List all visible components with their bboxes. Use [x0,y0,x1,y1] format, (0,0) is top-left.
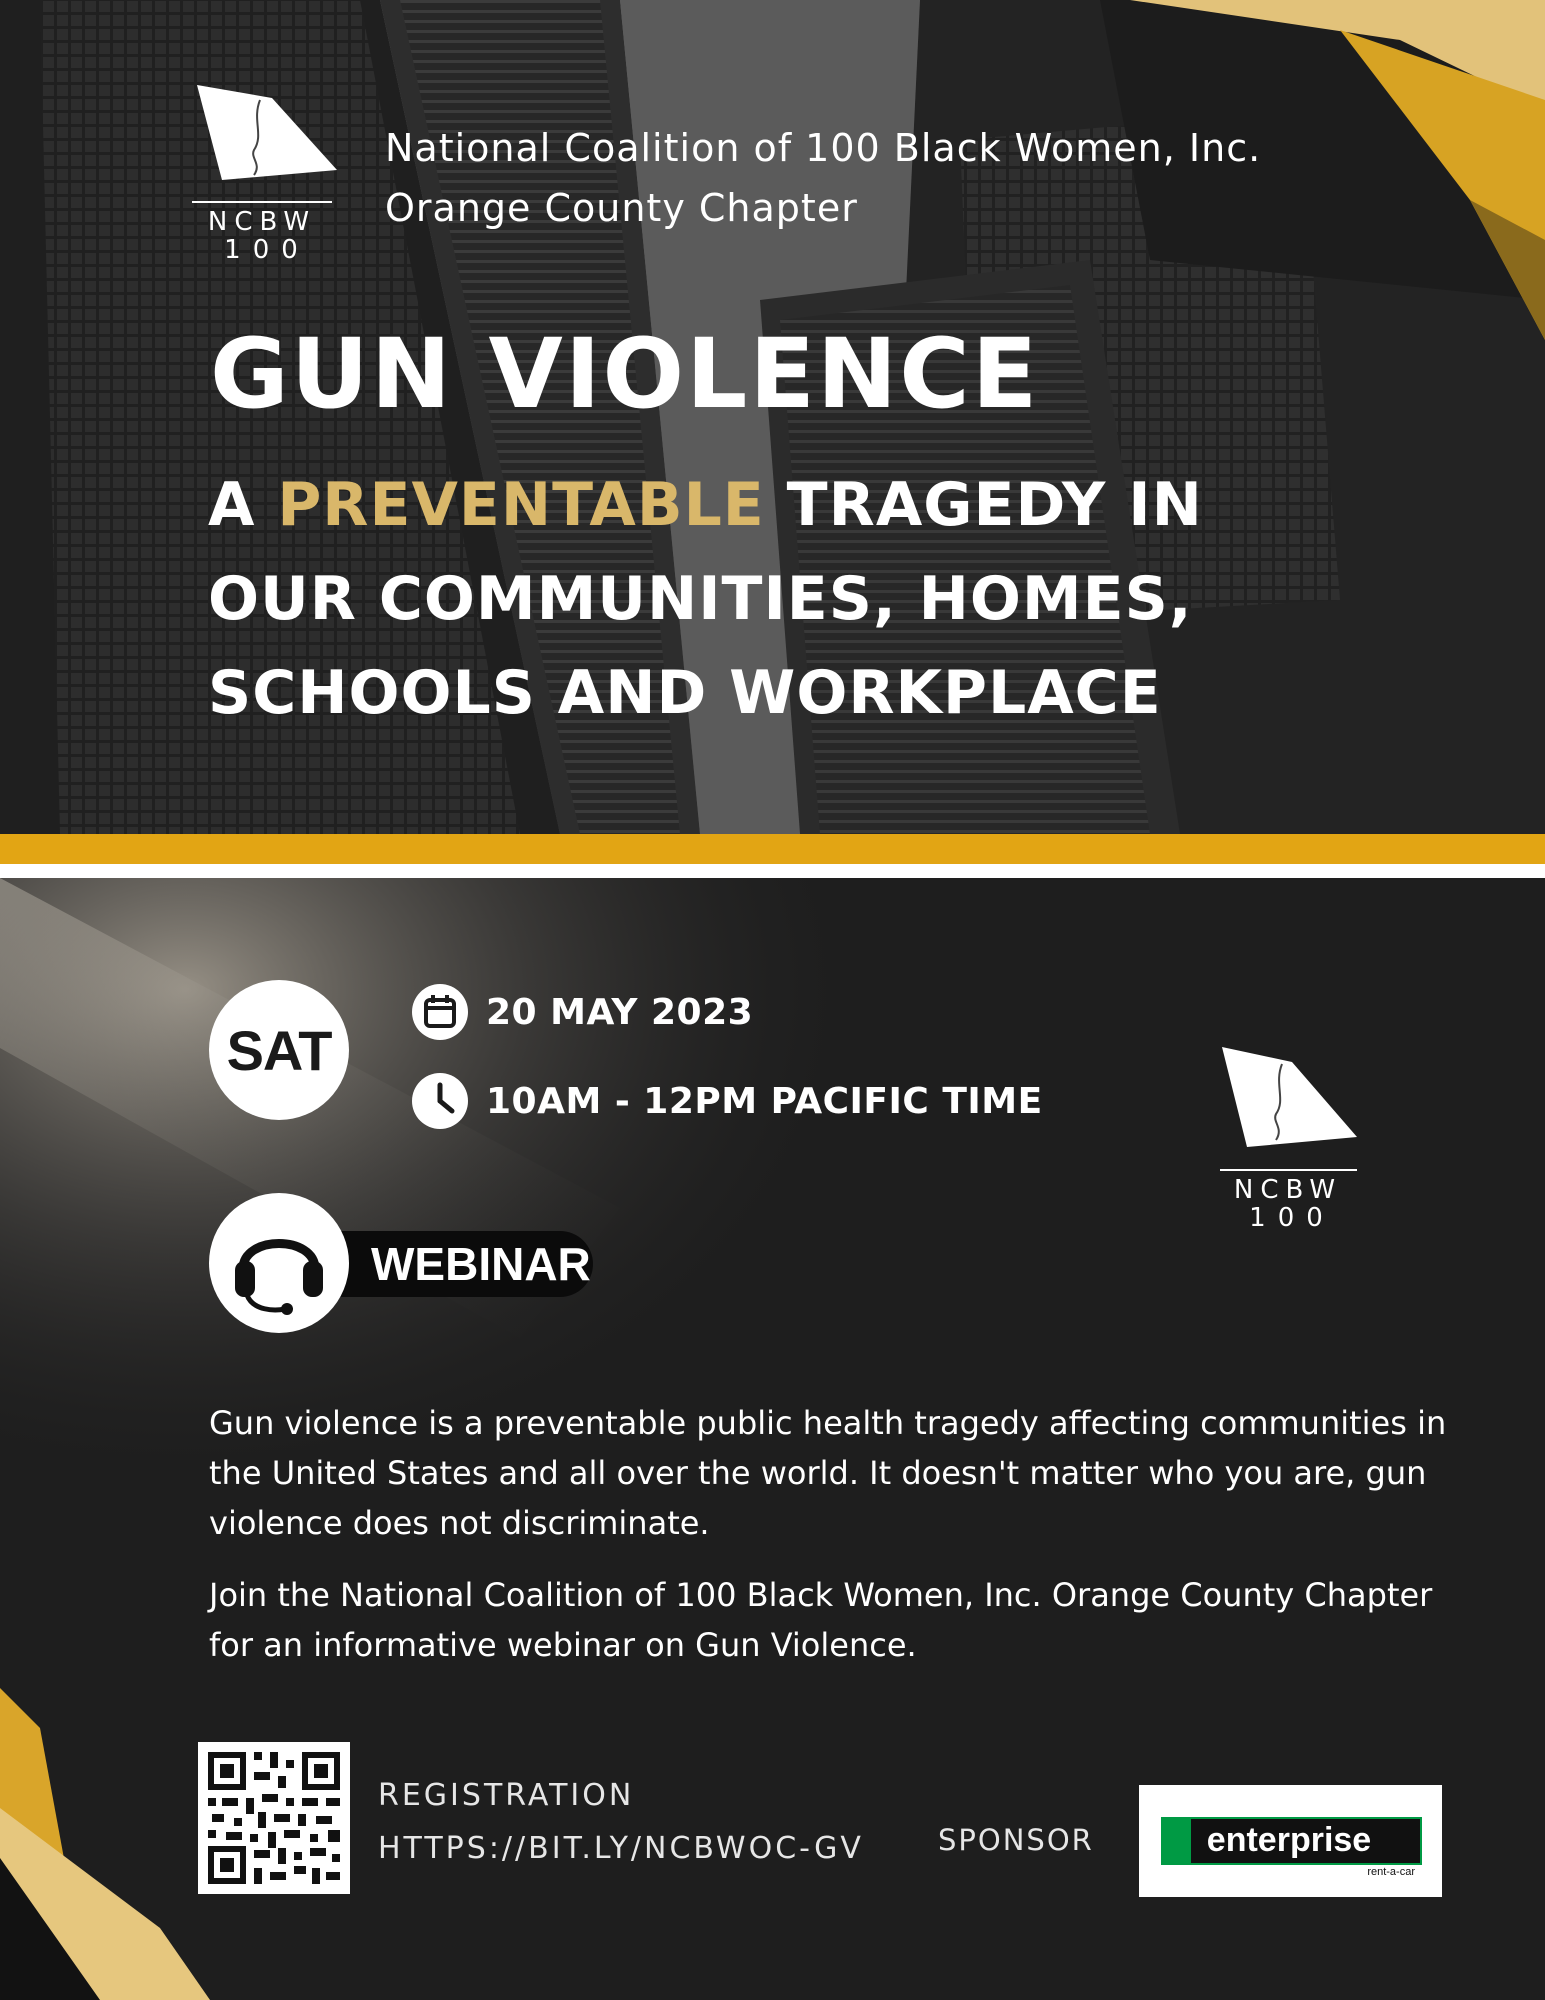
svg-text:NCBW: NCBW [207,207,317,237]
organization-name [385,118,1385,238]
sponsor-label: SPONSOR [938,1823,1094,1857]
registration-label: REGISTRATION [378,1778,635,1813]
description-paragraph-2: Join the National Coalition of 100 Black Women, Inc. Orange County Chapter for an informative webinar on Gun Violence. [209,1576,1433,1664]
organization-line-2: Orange County Chapter [385,186,858,230]
registration-link[interactable]: HTTPS://BIT.LY/NCBWOC-GV [378,1831,864,1866]
time-row [412,1073,1043,1129]
headline-title: GUN VIOLENCE [210,318,1040,430]
date-row [412,984,753,1040]
subtitle-line-3: SCHOOLS AND WORKPLACE [208,658,1162,728]
clock-icon [412,1073,468,1129]
organization-line-1: National Coalition of 100 Black Women, Inc. [385,126,1262,170]
subtitle-highlight: PREVENTABLE [277,470,765,540]
gold-divider [0,834,1545,864]
qr-code-icon[interactable] [198,1742,350,1894]
webinar-text: WEBINAR [371,1238,591,1290]
subtitle-prefix: A [208,470,278,540]
svg-text:100: 100 [1249,1203,1335,1233]
ncbw-logo-icon [192,80,342,260]
headline-subtitle [208,458,1408,740]
enterprise-logo-icon [1139,1785,1442,1897]
svg-text:rent-a-car: rent-a-car [1367,1866,1415,1878]
svg-text:NCBW: NCBW [1233,1175,1343,1205]
white-divider [0,864,1545,878]
ncbw-logo-icon [1212,1042,1362,1237]
hero-section [0,0,1545,834]
description-paragraph-1: Gun violence is a preventable public health tragedy affecting communities in the United States and all over the world. It doesn't matter who you are, gun violence does not discriminate. [209,1404,1447,1542]
webinar-badge [209,1193,609,1333]
svg-text:enterprise: enterprise [1206,1821,1372,1859]
subtitle-line-2: OUR COMMUNITIES, HOMES, [208,564,1193,634]
headset-icon [223,1207,335,1319]
event-date: 20 MAY 2023 [486,991,754,1033]
sponsor-logo[interactable] [1139,1785,1442,1897]
event-time: 10AM - 12PM PACIFIC TIME [486,1080,1043,1122]
calendar-icon [412,984,468,1040]
svg-text:100: 100 [224,235,310,260]
subtitle-rest: TRAGEDY IN [764,470,1203,540]
day-badge: SAT [209,980,349,1120]
